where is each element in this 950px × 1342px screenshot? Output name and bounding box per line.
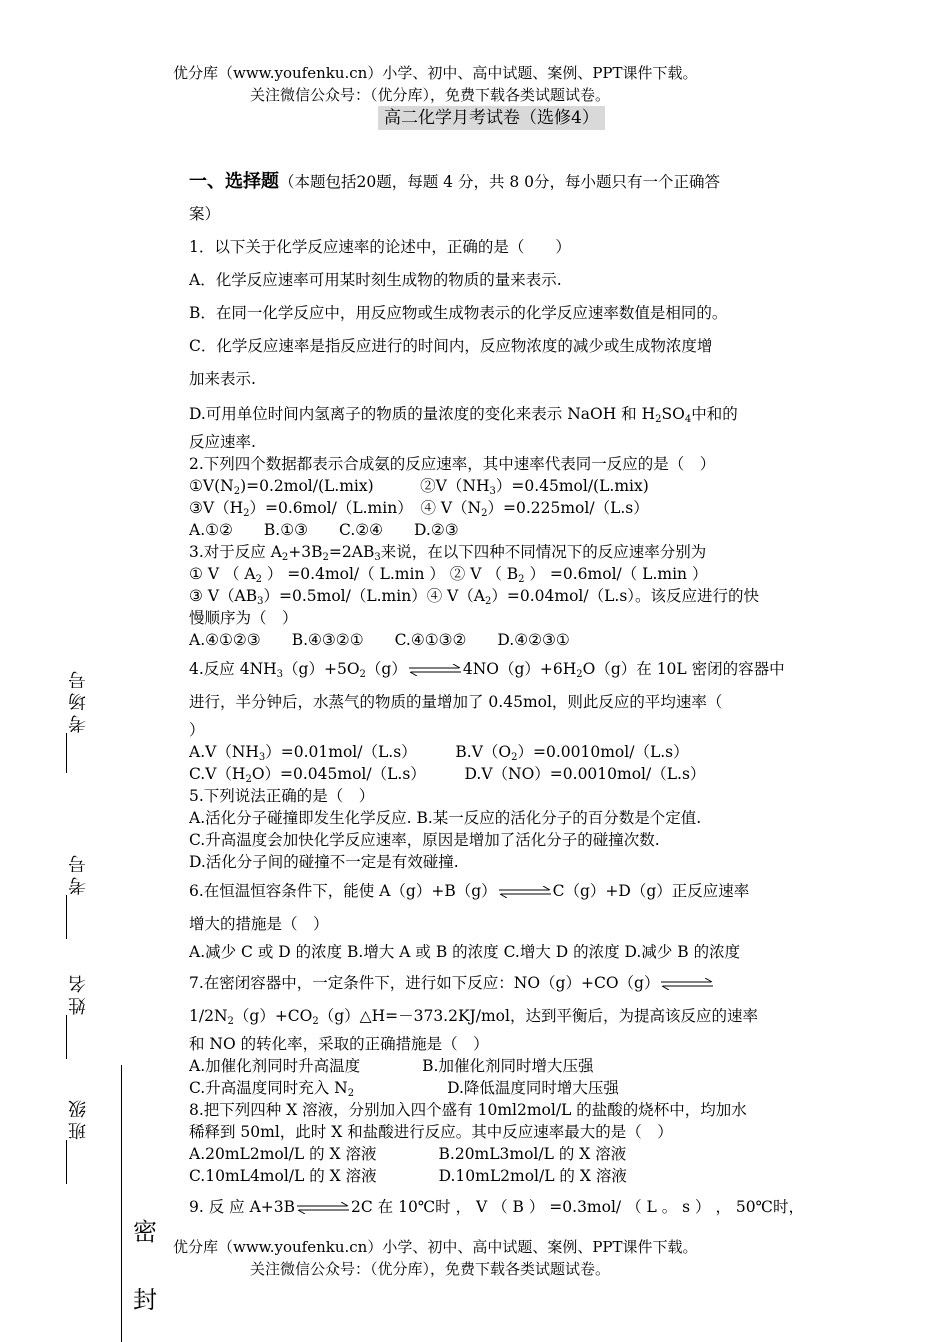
q3-options: A.④①②③ B.④③②① C.④①③② D.④②③① (189, 631, 570, 649)
q1-option-d-1: D.可用单位时间内氢离子的物质的量浓度的变化来表示 NaOH 和 $H_2SO_4$中和的 (189, 405, 738, 425)
q7-line-1: 7.在密闭容器中，一定条件下，进行如下反应：NO（g）+CO（g） (189, 967, 849, 1000)
exam-number-label: 考号 (66, 840, 112, 950)
q6-options: A.减少 C 或 D 的浓度 B.增大 A 或 B 的浓度 C.增大 D 的浓度 D.减少 B 的浓度 (189, 943, 741, 961)
q9-line-1: 9. 反 应 A+3B 2C 在 10℃时 ， V （ B ） =0.3mol/ （ L 。 s ） ， 50℃时， (189, 1198, 804, 1216)
q7-options-2: C.升高温度同时充入 $N_2$ D.降低温度同时增大压强 (189, 1079, 619, 1099)
q5-option-d: D.活化分子间的碰撞不一定是有效碰撞. (189, 853, 459, 871)
q3-line-4: 慢顺序为（ ） (189, 609, 298, 627)
q4-line-2: 进行，半分钟后，水蒸气的物质的量增加了 0.45mol，则此反应的平均速率（ (189, 693, 723, 711)
section-heading-line (189, 165, 849, 198)
seal-char-1: 密 (133, 1218, 157, 1246)
q6-line-2: 增大的措施是（ ） (189, 915, 329, 933)
q4-line-3: ） (189, 721, 205, 739)
q1-option-c-2: 加来表示. (189, 370, 256, 388)
q3-line-1: 3.对于反应 $A_2+3B_2=2AB_3$来说，在以下四种不同情况下的反应速率分别为 (189, 543, 707, 563)
q2-rates-2: $③V(H_2)=0.6mol/(L.\min)$ ④ $V(N_2)=0.225mol/(L.s)$ (189, 499, 649, 519)
q8-line-2: 稀释到 50ml，此时 X 和盐酸进行反应。其中反应速率最大的是（ ） (189, 1123, 673, 1141)
q8-options-1: A.20mL2mol/L 的 X 溶液 B.20mL3mol/L 的 X 溶液 (189, 1145, 627, 1163)
section-note-cont: 案） (189, 205, 221, 223)
q1-option-c-1: C．化学反应速率是指反应进行的时间内，反应物浓度的减少或生成物浓度增 (189, 337, 713, 355)
q7-options-1: A.加催化剂同时升高温度 B.加催化剂同时增大压强 (189, 1057, 594, 1075)
q3-line-3: ③ $V(AB_3)=0.5mol/(L.\min)④$ $V(A_2)=0.04mol/(L.s)$。该反应进行的快 (189, 587, 760, 607)
page-title: 高二化学月考试卷（选修4） (378, 106, 605, 130)
q4-options-2: $C.V(H_2O)=0.045mol/(L.s)$ D.V（NO）=0.0010mol/（L.s） (189, 765, 706, 785)
q7-line-2: $1/2N_2(g)+CO_2(g)\triangle H=-373.2KJ$/mol，达到平衡后，为提高该反应的速率 (189, 1007, 758, 1027)
q2-rates-1: $①V(N_2)=0.2mol/(L.mix)$ $②V(NH_3)=0.45mol/(L.mix)$ (189, 477, 649, 497)
q1-option-a: A．化学反应速率可用某时刻生成物的物质的量来表示. (189, 271, 562, 289)
name-label: 姓名 (66, 960, 112, 1070)
equilibrium-arrow-icon (497, 886, 553, 898)
section-heading: 一、选择题 (189, 171, 279, 192)
q5-option-c: C.升高温度会加快化学反应速率，原因是增加了活化分子的碰撞次数. (189, 831, 660, 849)
q3-line-2: ① V （ $A_2$ ） =0.4mol/（ L.min ） ② V （ $B_2$ ） =0.6mol/（ L.min ） (189, 565, 708, 585)
header-line-1: 优分库（www.youfenku.cn）小学、初中、高中试题、案例、PPT课件下载。 (173, 64, 698, 82)
q1-option-b: B．在同一化学反应中，用反应物或生成物表示的化学反应速率数值是相同的。 (189, 304, 728, 322)
q4-options-1: $A.V(NH_3)=0.01mol/(L.s)$ $B.V(O_2)=0.0010mol/(L.s)$ (189, 743, 689, 763)
header-line-2: 关注微信公众号：（优分库），免费下载各类试题试卷。 (250, 86, 611, 104)
equilibrium-arrow-icon (407, 664, 463, 676)
footer-line-1: 优分库（www.youfenku.cn）小学、初中、高中试题、案例、PPT课件下载。 (173, 1238, 698, 1256)
exam-room-label: 考场号 (66, 660, 112, 780)
q2-stem: 2.下列四个数据都表示合成氨的反应速率，其中速率代表同一反应的是（ ） (189, 455, 716, 473)
question-list (189, 165, 849, 1224)
q4-line-1: 4.反应 $4NH_3(g)+5O_2(g)$ $4NO(g)+6H_2O(g)$在 10L 密闭的容器中 (189, 660, 785, 680)
binding-margin (66, 660, 112, 1180)
q7-line-3: 和 NO 的转化率，采取的正确措施是（ ） (189, 1035, 489, 1053)
seal-char-2: 封 (133, 1286, 157, 1314)
class-label: 班级 (66, 1090, 112, 1190)
q8-line-1: 8.把下列四种 X 溶液，分别加入四个盛有 10ml2mol/L 的盐酸的烧杯中，均加水 (189, 1101, 747, 1119)
q6-line-1: 6.在恒温恒容条件下，能使 A（g）+B（g） C（g）+D（g）正反应速率 (189, 882, 750, 900)
section-note: （本题包括20题，每题 4 分，共 8 0分，每小题只有一个正确答 (279, 173, 721, 191)
equilibrium-arrow-icon (295, 1202, 351, 1214)
q5-stem: 5.下列说法正确的是（ ） (189, 787, 375, 805)
q1-option-d-2: 反应速率. (189, 433, 256, 451)
equilibrium-arrow-icon (659, 978, 715, 990)
q2-options: A.①② B.①③ C.②④ D.②③ (189, 521, 459, 539)
footer-line-2: 关注微信公众号：（优分库），免费下载各类试题试卷。 (250, 1260, 611, 1278)
q8-options-2: C.10mL4mol/L 的 X 溶液 D.10mL2mol/L 的 X 溶液 (189, 1167, 627, 1185)
q1-stem: 1．以下关于化学反应速率的论述中，正确的是（ ） (189, 238, 571, 256)
seal-line (121, 1065, 122, 1342)
q5-options-ab: A.活化分子碰撞即发生化学反应. B.某一反应的活化分子的百分数是个定值. (189, 809, 702, 827)
